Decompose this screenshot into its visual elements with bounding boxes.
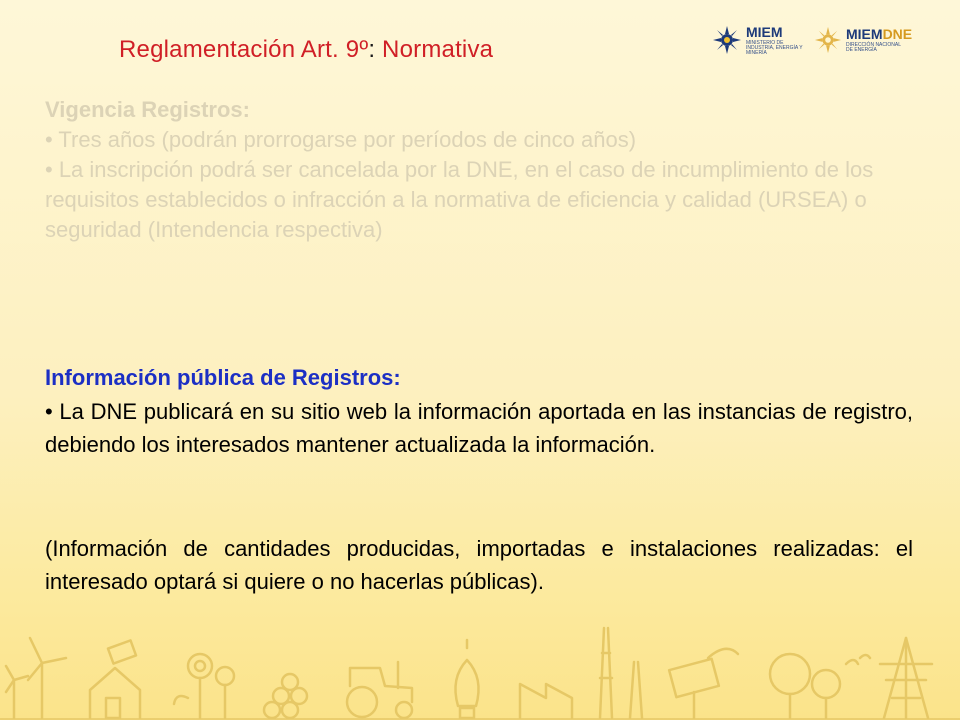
miemdne-logo-subtitle: DIRECCIÓN NACIONAL DE ENERGÍA (846, 42, 901, 53)
miemdne-logo (814, 18, 912, 62)
title-main: Reglamentación Art. 9º (119, 36, 369, 63)
trees-icon (770, 654, 870, 718)
light-bulb-icon (455, 640, 478, 718)
slide-title (119, 36, 493, 64)
solar-panel-icon (669, 649, 738, 718)
vigencia-section (45, 95, 913, 245)
energy-illustration-footer (0, 618, 960, 720)
title-separator: : (368, 36, 376, 63)
vigencia-heading: Vigencia Registros: (45, 97, 250, 122)
miemdne-logo-name (846, 27, 912, 41)
miem-logo-name: MIEM (746, 23, 783, 40)
house-solar-icon (90, 640, 140, 718)
tractor-icon (347, 662, 412, 718)
miemdne-name-b: DNE (882, 26, 913, 42)
sunflower-icon (174, 654, 234, 718)
informacion-heading: Información pública de Registros: (45, 365, 401, 390)
title-rest: Normativa (375, 36, 494, 63)
miem-sun-icon (712, 25, 742, 55)
header-logos (712, 18, 932, 66)
informacion-bullet: • La DNE publicará en su sitio web la información aportada en las instancias de registro, debiendo los interesados mantener actualizada la información. (45, 399, 913, 457)
wind-turbine-icon (6, 638, 66, 718)
miem-logo-subtitle: MINISTERIO DE INDUSTRIA, ENERGÍA Y MINERÍA (746, 39, 803, 56)
miemdne-name-a: MIEM (846, 26, 883, 42)
transmission-tower-icon (880, 638, 932, 718)
logs-icon (264, 674, 307, 718)
miemdne-sun-icon (814, 26, 842, 54)
miem-logo (712, 18, 804, 62)
informacion-note: (Información de cantidades producidas, importadas e instalaciones realizadas: el interesado optará si quiere o no hacerlas públicas). (45, 536, 913, 594)
vigencia-item-2: • La inscripción podrá ser cancelada por la DNE, en el caso de incumplimiento de los requisitos establecidos o infracción a la normativa de eficiencia y calidad (URSEA) o seguridad (Intendencia respectiva) (45, 157, 874, 242)
vigencia-item-1: • Tres años (podrán prorrogarse por períodos de cinco años) (45, 127, 637, 152)
factory-icon (520, 628, 642, 718)
